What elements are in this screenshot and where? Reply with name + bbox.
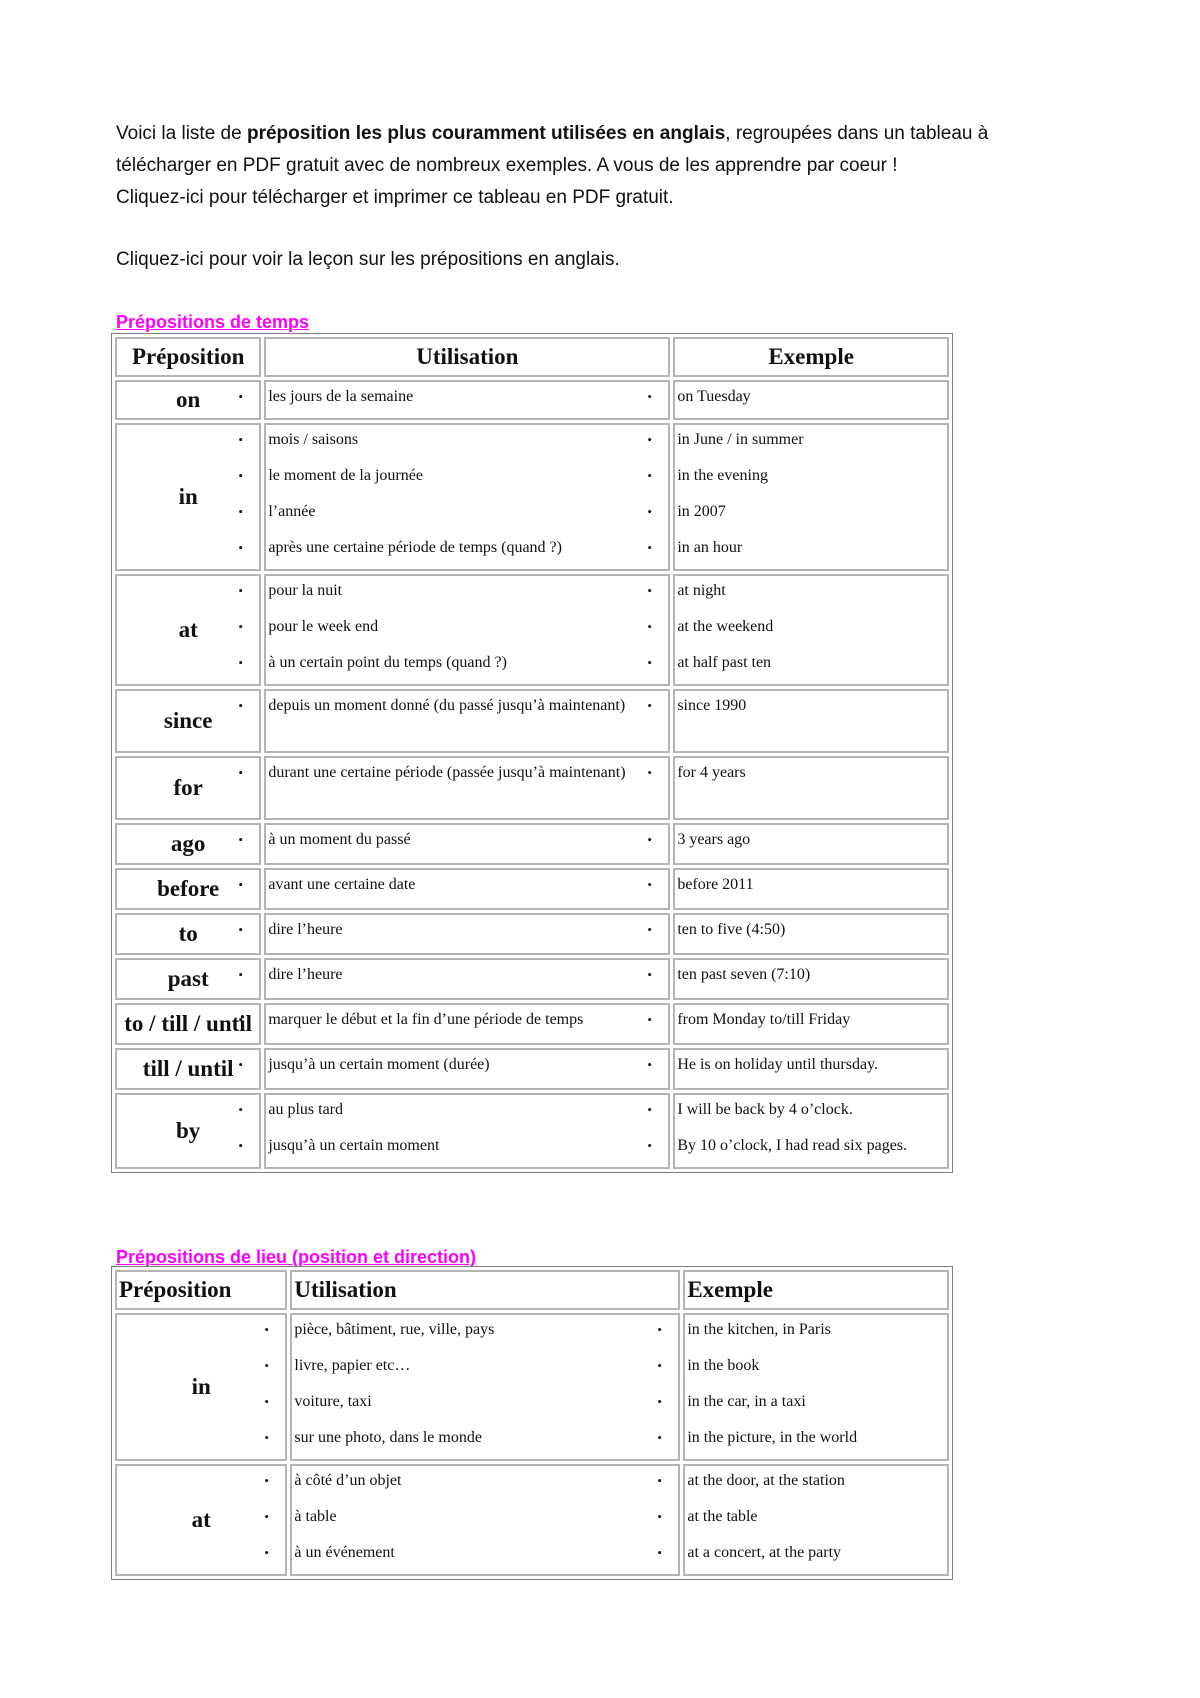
example-list	[677, 960, 947, 996]
table-row	[115, 1464, 949, 1576]
preposition-cell: past	[115, 958, 261, 1000]
list-item: • before 2011	[677, 876, 947, 894]
example-cell	[673, 689, 949, 753]
list-item: • By 10 o’clock, I had read six pages.	[677, 1137, 947, 1155]
place-prepositions-title: Prépositions de lieu (position et direction)	[116, 1247, 477, 1267]
table-row	[115, 756, 949, 820]
preposition-cell: for	[115, 756, 261, 820]
table-row	[115, 913, 949, 955]
header-preposition: Préposition	[115, 337, 261, 377]
usage-list	[268, 382, 668, 418]
example-cell	[673, 423, 949, 571]
example-list	[677, 691, 947, 727]
table-row	[115, 380, 949, 420]
preposition-cell: to / till / until	[115, 1003, 261, 1045]
list-item: • at a concert, at the party	[687, 1544, 947, 1562]
usage-cell	[264, 1093, 670, 1169]
preposition-cell: by	[115, 1093, 261, 1169]
usage-list	[268, 425, 668, 569]
usage-list	[268, 960, 668, 996]
header-exemple: Exemple	[673, 337, 949, 377]
list-item: • ten past seven (7:10)	[677, 966, 947, 984]
list-item: • livre, papier etc…	[294, 1357, 678, 1375]
usage-cell	[264, 689, 670, 753]
example-list	[677, 1095, 947, 1167]
example-cell	[673, 756, 949, 820]
list-item: • in the evening	[677, 467, 947, 485]
list-item: • marquer le début et la fin d’une période de temps	[268, 1011, 668, 1029]
example-cell	[673, 380, 949, 420]
list-item: • 3 years ago	[677, 831, 947, 849]
usage-list	[268, 825, 668, 861]
table-row	[115, 823, 949, 865]
table-row	[115, 1313, 949, 1461]
usage-list	[294, 1466, 678, 1574]
list-item: • avant une certaine date	[268, 876, 668, 894]
table-row	[115, 1093, 949, 1169]
intro-bold-phrase: préposition les plus couramment utilisées en anglais	[246, 123, 726, 144]
usage-list	[268, 915, 668, 951]
example-list	[677, 382, 947, 418]
list-item: • sur une photo, dans le monde	[294, 1429, 678, 1447]
example-cell	[673, 1048, 949, 1090]
usage-list	[268, 1005, 668, 1041]
table-header-row	[115, 1270, 949, 1310]
usage-cell	[264, 1003, 670, 1045]
example-cell	[673, 823, 949, 865]
intro-paragraph: Voici la liste de préposition les plus couramment utilisées en anglais, regroupées dans un tableau à télécharger en PDF gratuit avec de nombreux exemples. A vous de les apprendre par coeur !	[116, 123, 989, 176]
list-item: • at the weekend	[677, 618, 947, 636]
list-item: • à côté d’un objet	[294, 1472, 678, 1490]
example-list	[677, 1050, 947, 1086]
example-list	[687, 1466, 947, 1574]
time-prepositions-title: Prépositions de temps	[116, 312, 310, 332]
usage-cell	[290, 1313, 680, 1461]
example-list	[677, 576, 947, 684]
list-item: • durant une certaine période (passée jusqu’à maintenant)	[268, 764, 668, 782]
list-item: • dire l’heure	[268, 921, 668, 939]
preposition-cell: since	[115, 689, 261, 753]
table-row	[115, 868, 949, 910]
preposition-cell: to	[115, 913, 261, 955]
example-list	[677, 758, 947, 794]
list-item: • at half past ten	[677, 654, 947, 672]
lesson-link[interactable]: Cliquez-ici pour voir la leçon sur les prépositions en anglais.	[116, 249, 620, 270]
list-item: • in the kitchen, in Paris	[687, 1321, 947, 1339]
list-item: • in 2007	[677, 503, 947, 521]
preposition-cell: in	[115, 423, 261, 571]
usage-cell	[264, 380, 670, 420]
list-item: • le moment de la journée	[268, 467, 668, 485]
usage-list	[268, 1095, 668, 1167]
header-exemple: Exemple	[683, 1270, 949, 1310]
list-item: • pour la nuit	[268, 582, 668, 600]
usage-list	[268, 576, 668, 684]
usage-list	[268, 691, 668, 727]
download-pdf-link[interactable]: Cliquez-ici pour télécharger et imprimer ce tableau en PDF gratuit.	[116, 187, 674, 208]
list-item: • jusqu’à un certain moment	[268, 1137, 668, 1155]
usage-cell	[264, 574, 670, 686]
example-cell	[673, 868, 949, 910]
usage-cell	[290, 1464, 680, 1576]
example-list	[677, 425, 947, 569]
header-utilisation: Utilisation	[264, 337, 670, 377]
table-row	[115, 423, 949, 571]
list-item: • pour le week end	[268, 618, 668, 636]
table-row	[115, 689, 949, 753]
list-item: • depuis un moment donné (du passé jusqu’à maintenant)	[268, 697, 668, 715]
list-item: • He is on holiday until thursday.	[677, 1056, 947, 1074]
intro-text	[116, 118, 1076, 276]
usage-cell	[264, 756, 670, 820]
example-cell	[673, 1093, 949, 1169]
usage-list	[268, 1050, 668, 1086]
list-item: • à un événement	[294, 1544, 678, 1562]
list-item: • I will be back by 4 o’clock.	[677, 1101, 947, 1119]
time-table-body	[115, 380, 949, 1169]
example-cell	[683, 1464, 949, 1576]
example-cell	[683, 1313, 949, 1461]
preposition-cell: at	[115, 1464, 287, 1576]
list-item: • in an hour	[677, 539, 947, 557]
list-item: • from Monday to/till Friday	[677, 1011, 947, 1029]
list-item: • since 1990	[677, 697, 947, 715]
table-row	[115, 1048, 949, 1090]
example-list	[687, 1315, 947, 1459]
preposition-cell: on	[115, 380, 261, 420]
preposition-cell: ago	[115, 823, 261, 865]
usage-list	[268, 870, 668, 906]
preposition-cell: in	[115, 1313, 287, 1461]
list-item: • à un certain point du temps (quand ?)	[268, 654, 668, 672]
place-prepositions-table	[111, 1266, 953, 1580]
list-item: • les jours de la semaine	[268, 388, 668, 406]
table-header-row	[115, 337, 949, 377]
list-item: • for 4 years	[677, 764, 947, 782]
list-item: • in the picture, in the world	[687, 1429, 947, 1447]
usage-cell	[264, 1048, 670, 1090]
list-item: • l’année	[268, 503, 668, 521]
example-cell	[673, 913, 949, 955]
usage-cell	[264, 958, 670, 1000]
preposition-cell: till / until	[115, 1048, 261, 1090]
list-item: • à table	[294, 1508, 678, 1526]
usage-cell	[264, 868, 670, 910]
list-item: • at night	[677, 582, 947, 600]
preposition-cell: at	[115, 574, 261, 686]
list-item: • ten to five (4:50)	[677, 921, 947, 939]
example-cell	[673, 1003, 949, 1045]
list-item: • voiture, taxi	[294, 1393, 678, 1411]
example-cell	[673, 574, 949, 686]
usage-cell	[264, 423, 670, 571]
usage-cell	[264, 913, 670, 955]
list-item: • à un moment du passé	[268, 831, 668, 849]
list-item: • on Tuesday	[677, 388, 947, 406]
example-list	[677, 1005, 947, 1041]
list-item: • at the door, at the station	[687, 1472, 947, 1490]
header-preposition: Préposition	[115, 1270, 287, 1310]
table-row	[115, 1003, 949, 1045]
list-item: • dire l’heure	[268, 966, 668, 984]
place-table-body	[115, 1313, 949, 1576]
list-item: • après une certaine période de temps (quand ?)	[268, 539, 668, 557]
list-item: • in the book	[687, 1357, 947, 1375]
usage-list	[268, 758, 668, 794]
usage-list	[294, 1315, 678, 1459]
list-item: • au plus tard	[268, 1101, 668, 1119]
example-list	[677, 870, 947, 906]
table-row	[115, 574, 949, 686]
example-list	[677, 915, 947, 951]
header-utilisation: Utilisation	[290, 1270, 680, 1310]
list-item: • pièce, bâtiment, rue, ville, pays	[294, 1321, 678, 1339]
list-item: • in the car, in a taxi	[687, 1393, 947, 1411]
list-item: • at the table	[687, 1508, 947, 1526]
usage-cell	[264, 823, 670, 865]
list-item: • in June / in summer	[677, 431, 947, 449]
example-list	[677, 825, 947, 861]
preposition-cell: before	[115, 868, 261, 910]
table-row	[115, 958, 949, 1000]
list-item: • mois / saisons	[268, 431, 668, 449]
time-prepositions-table	[111, 333, 953, 1173]
list-item: • jusqu’à un certain moment (durée)	[268, 1056, 668, 1074]
example-cell	[673, 958, 949, 1000]
